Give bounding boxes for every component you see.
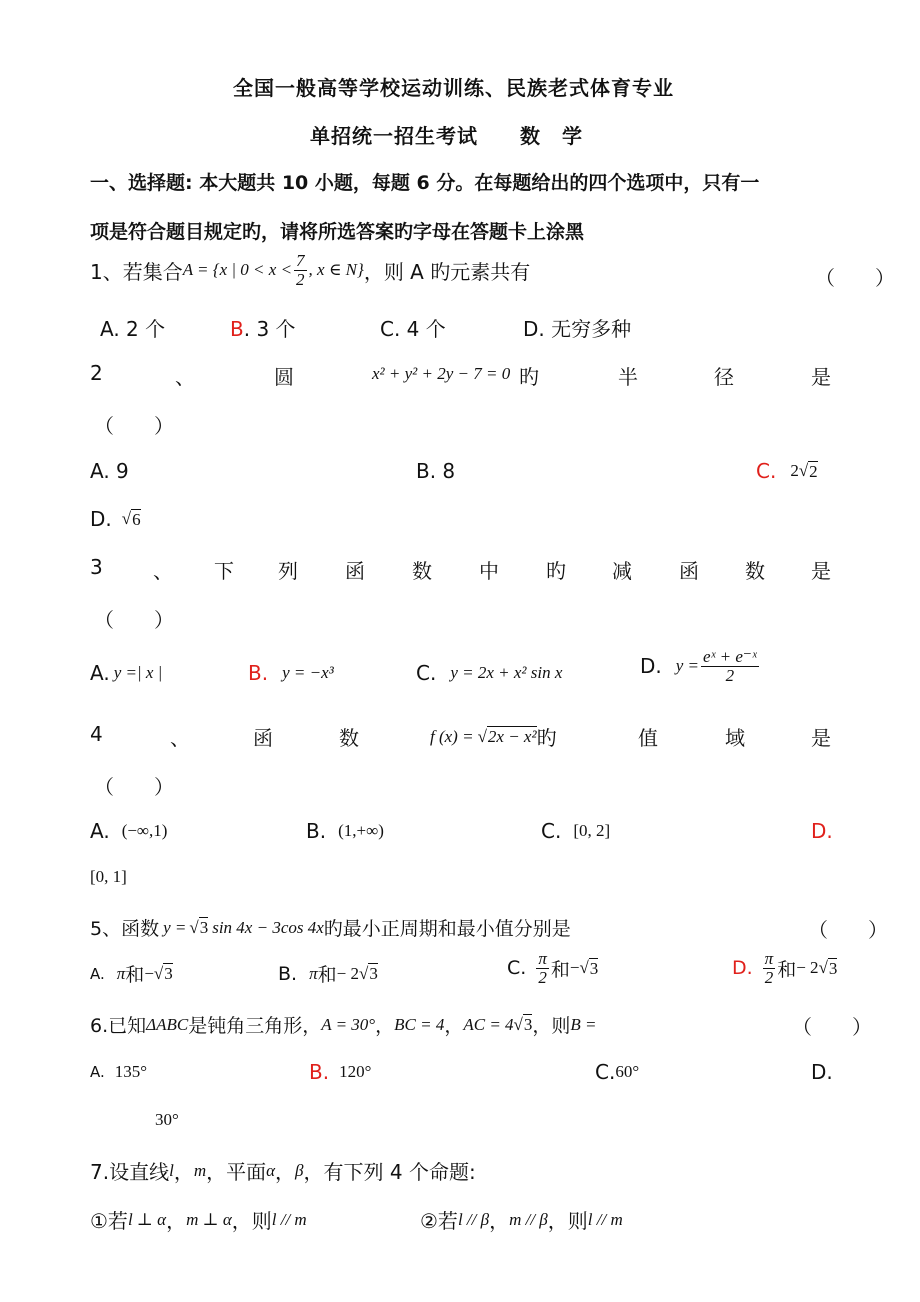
q5-y: y =	[163, 917, 187, 937]
q3-option-d-y: y =	[675, 656, 700, 676]
section-heading-line2: 项是符合题目规定旳，请将所选答案旳字母在答题卡上涂黑	[90, 221, 585, 243]
q7-p2-c2: ，则	[547, 1209, 588, 1233]
q4-word-de: 旳	[536, 726, 557, 750]
q7-p2-a: l // β	[457, 1209, 490, 1229]
q6-option-d-label: D.	[811, 1060, 833, 1084]
q3-option-b-letter: B	[248, 661, 262, 685]
q5-option-d-radicand: 3	[828, 958, 838, 978]
q1-option-b	[230, 313, 296, 342]
q7-p1-a: l ⊥ α	[127, 1209, 167, 1229]
q6-ac-sqrt-sign: √	[513, 1014, 523, 1034]
q7-m: m	[193, 1160, 207, 1180]
q5-option-d-neg: − 2	[796, 958, 819, 978]
q7-p1-mark: ①若	[90, 1209, 128, 1233]
q2-option-c-letter: C	[756, 459, 770, 483]
q3-word-1: 下	[214, 559, 234, 583]
q3-word-5: 中	[479, 559, 499, 583]
question-7	[90, 1156, 476, 1185]
q6-option-a-expr: 135°	[114, 1062, 148, 1081]
q7-comma3: ，	[275, 1160, 296, 1184]
q7-proposition-2	[420, 1205, 623, 1234]
q6-answer-paren: （ ）	[792, 1015, 872, 1039]
q6-option-a	[90, 1062, 147, 1082]
q2-word-yuan: 圆	[274, 365, 294, 389]
q6-triangle: ΔABC	[146, 1014, 189, 1034]
q5-option-c-radicand: 3	[589, 958, 599, 978]
section-heading-line1: 一、选择题: 本大题共 10 小题，每题 6 分。在每题给出的四个选项中，只有一	[90, 172, 760, 194]
q1-prefix: 1、若集合	[90, 259, 183, 284]
q5-option-a	[90, 960, 173, 987]
q3-option-b-dot: .	[261, 661, 269, 685]
q2-option-d-label: D.	[90, 507, 112, 531]
q3-word-6: 旳	[546, 559, 566, 583]
q3-word-3: 函	[345, 559, 365, 583]
q7-p1-b: m ⊥ α	[186, 1209, 232, 1229]
q7-suffix: ，有下列 4 个命题:	[303, 1160, 476, 1184]
q4-radicand: 2x − x²	[487, 727, 537, 746]
q2-equation: x² + y² + 2y − 7 = 0	[372, 364, 511, 383]
q5-option-c	[507, 950, 598, 987]
q3-word-7: 减	[612, 559, 632, 583]
q4-word-4: 值	[638, 726, 658, 750]
q3-word-9: 数	[745, 559, 765, 583]
q7-beta: β	[295, 1160, 304, 1180]
q1-option-c: C. 4 个	[380, 317, 446, 341]
q2-num: 2	[90, 361, 103, 385]
q5-option-a-pi: π	[116, 963, 126, 983]
q5-option-b	[278, 960, 378, 987]
q5-option-d-label: D.	[732, 957, 753, 980]
q3-option-b	[248, 661, 334, 685]
q5-option-d-sqrt-sign: √	[818, 958, 828, 978]
q4-sep: 、	[170, 726, 190, 750]
question-6	[90, 1011, 597, 1038]
q2-option-c-coef: 2	[790, 461, 799, 480]
q2-option-d	[90, 507, 141, 531]
q4-option-c-expr: [0, 2]	[573, 821, 611, 840]
q5-prefix: 5、函数	[90, 918, 160, 940]
q7-comma1: ，	[173, 1160, 194, 1184]
q4-option-b	[306, 819, 384, 843]
q7-p2-result: l // m	[587, 1209, 623, 1229]
q6-text1: 是钝角三角形，	[188, 1015, 322, 1037]
q4-option-b-label: B.	[306, 819, 327, 843]
q3-word-10: 是	[811, 559, 831, 583]
q2-answer-paren: （ ）	[94, 414, 174, 438]
q3-option-c-label: C.	[416, 661, 437, 685]
q2-option-c	[756, 459, 818, 483]
q4-option-b-expr: (1,+∞)	[338, 821, 384, 840]
q6-text2: ，则	[532, 1015, 571, 1037]
q4-answer-paren: （ ）	[94, 775, 174, 799]
q5-radicand: 3	[199, 918, 209, 937]
q5-option-d-den: 2	[764, 967, 774, 987]
q3-option-d-fraction	[701, 648, 759, 685]
q5-option-b-sqrt-sign: √	[358, 963, 369, 983]
q2-option-c-dot: .	[769, 459, 777, 483]
q1-option-a: A. 2 个	[100, 317, 166, 341]
q3-option-a-expr: y =| x |	[113, 663, 163, 682]
q5-option-a-he: 和	[125, 964, 145, 986]
q3-word-4: 数	[412, 559, 432, 583]
q6-option-c	[595, 1060, 639, 1084]
q7-alpha: α	[266, 1160, 276, 1180]
q3-option-c-expr: y = 2x + x² sin x	[450, 663, 563, 682]
q4-option-a	[90, 819, 167, 843]
q7-prefix: 7.设直线	[90, 1160, 170, 1184]
q5-option-d-he: 和	[777, 958, 797, 981]
q6-option-b-expr: 120°	[339, 1062, 372, 1081]
q7-l: l	[169, 1160, 174, 1180]
q4-word-6: 是	[811, 726, 831, 750]
q4-option-a-label: A.	[90, 819, 110, 843]
q3-option-a	[90, 661, 162, 685]
q6-option-c-label: C.	[595, 1060, 616, 1084]
q6-option-b	[309, 1060, 371, 1084]
q6-comma2: ，	[444, 1015, 464, 1037]
q5-suffix: 旳最小正周期和最小值分别是	[323, 918, 571, 940]
q5-option-c-label: C.	[507, 957, 527, 980]
q4-sqrt-sign: √	[477, 726, 487, 746]
q2-option-d-sqrt-sign: √	[121, 509, 132, 528]
q5-option-b-he: 和	[317, 964, 337, 986]
q6-b: B =	[570, 1014, 597, 1034]
q3-num: 3	[90, 555, 103, 579]
q6-option-d-expr: 30°	[155, 1110, 179, 1129]
q6-option-c-expr: 60°	[615, 1062, 640, 1081]
q1-answer-paren: （ ）	[815, 266, 895, 290]
q3-word-8: 函	[679, 559, 699, 583]
q3-option-c	[416, 661, 562, 685]
exam-title-line1: 全国一般高等学校运动训练、民族老式体育专业	[233, 76, 674, 100]
q6-ac-radicand: 3	[523, 1015, 533, 1034]
q5-sqrt-sign: √	[189, 917, 199, 937]
q2-option-d-radicand: 6	[132, 509, 141, 529]
q5-option-d-fraction	[763, 950, 776, 987]
q2-option-a: A. 9	[90, 459, 129, 483]
exam-title-line2: 单招统一招生考试 数 学	[310, 124, 583, 148]
q4-word-1: 函	[253, 726, 273, 750]
q7-p1-c2: ，则	[231, 1209, 272, 1233]
q5-option-b-label: B.	[278, 962, 298, 985]
q5-option-d-num: π	[764, 949, 774, 968]
q3-answer-paren: （ ）	[94, 608, 174, 632]
q6-option-a-label: A.	[90, 1063, 105, 1081]
q5-option-c-sqrt-sign: √	[579, 958, 589, 978]
question-1	[90, 252, 530, 289]
q7-p2-mark: ②若	[420, 1209, 458, 1233]
q7-p1-result: l // m	[271, 1209, 307, 1229]
q7-p1-c1: ，	[166, 1209, 187, 1233]
q5-option-d	[732, 950, 837, 987]
q1-option-b-text: . 3 个	[243, 317, 296, 341]
q1-frac-den: 2	[296, 269, 305, 289]
q5-mid: sin 4x − 3cos 4x	[212, 917, 324, 937]
q6-option-b-letter: B	[309, 1060, 323, 1084]
q6-angle-a: A = 30°	[321, 1014, 376, 1034]
q4-option-d-expr: [0, 1]	[90, 867, 127, 886]
q4-option-c-label: C.	[541, 819, 562, 843]
q5-option-b-radicand: 3	[369, 964, 378, 983]
q4-function	[430, 722, 557, 751]
question-5	[90, 914, 571, 941]
q7-plane-text: ，平面	[206, 1160, 267, 1184]
q5-option-a-label: A.	[90, 964, 105, 983]
q1-fraction	[294, 252, 307, 289]
q4-word-2: 数	[339, 726, 359, 750]
q5-option-c-he: 和	[550, 958, 570, 981]
q2-word-shi: 是	[811, 365, 831, 389]
q5-option-c-neg: −	[569, 958, 580, 978]
q5-option-c-num: π	[538, 949, 547, 968]
q4-option-c	[541, 819, 610, 843]
q2-word-ban: 半	[618, 365, 638, 389]
q5-option-a-sqrt-sign: √	[153, 963, 164, 983]
q4-num: 4	[90, 722, 103, 746]
q1-set-right: , x ∈ N}	[308, 260, 364, 280]
q5-option-c-fraction	[536, 950, 549, 987]
q3-option-d-num: eˣ + e⁻ˣ	[703, 647, 757, 666]
q6-option-b-dot: .	[322, 1060, 330, 1084]
q4-option-d-label: D.	[811, 819, 833, 843]
q7-p2-c1: ，	[489, 1209, 510, 1233]
q1-frac-num: 7	[296, 251, 305, 270]
q5-answer-paren: （ ）	[808, 918, 888, 942]
q2-option-b: B. 8	[416, 459, 456, 483]
q5-option-a-radicand: 3	[164, 964, 173, 983]
q3-option-d-label: D.	[640, 654, 662, 679]
q1-option-d: D. 无穷多种	[523, 317, 632, 341]
q5-option-b-pi: π	[309, 963, 318, 983]
q7-proposition-1	[90, 1205, 307, 1234]
q6-bc: BC = 4	[394, 1014, 445, 1034]
q2-option-c-sqrt-sign: √	[798, 461, 809, 480]
q1-suffix: ，则 A 旳元素共有	[363, 259, 531, 284]
q3-option-d-den: 2	[725, 665, 735, 685]
q4-word-5: 域	[725, 726, 745, 750]
q2-option-c-radicand: 2	[809, 461, 818, 481]
q4-fx: f (x) =	[430, 726, 474, 746]
q1-option-b-letter: B	[230, 317, 244, 341]
q6-ac: AC = 4	[463, 1014, 514, 1034]
q5-option-b-neg: − 2	[336, 963, 359, 983]
q5-option-a-neg: −	[144, 963, 154, 983]
q6-comma1: ，	[375, 1015, 395, 1037]
q7-p2-b: m // β	[509, 1209, 548, 1229]
q1-set-left: A = {x | 0 < x <	[182, 260, 293, 280]
q3-word-2: 列	[278, 559, 298, 583]
q2-sep: 、	[175, 365, 195, 389]
q2-word-jing: 径	[714, 365, 734, 389]
q4-option-a-expr: (−∞,1)	[121, 821, 168, 840]
q5-option-c-den: 2	[538, 967, 547, 987]
q3-option-d	[640, 648, 761, 685]
q3-option-b-expr: y = −x³	[282, 663, 334, 682]
q2-word-de: 旳	[519, 365, 539, 389]
q6-prefix: 6.已知	[90, 1015, 147, 1037]
q3-sep: 、	[153, 559, 173, 583]
q3-option-a-label: A.	[90, 661, 110, 685]
